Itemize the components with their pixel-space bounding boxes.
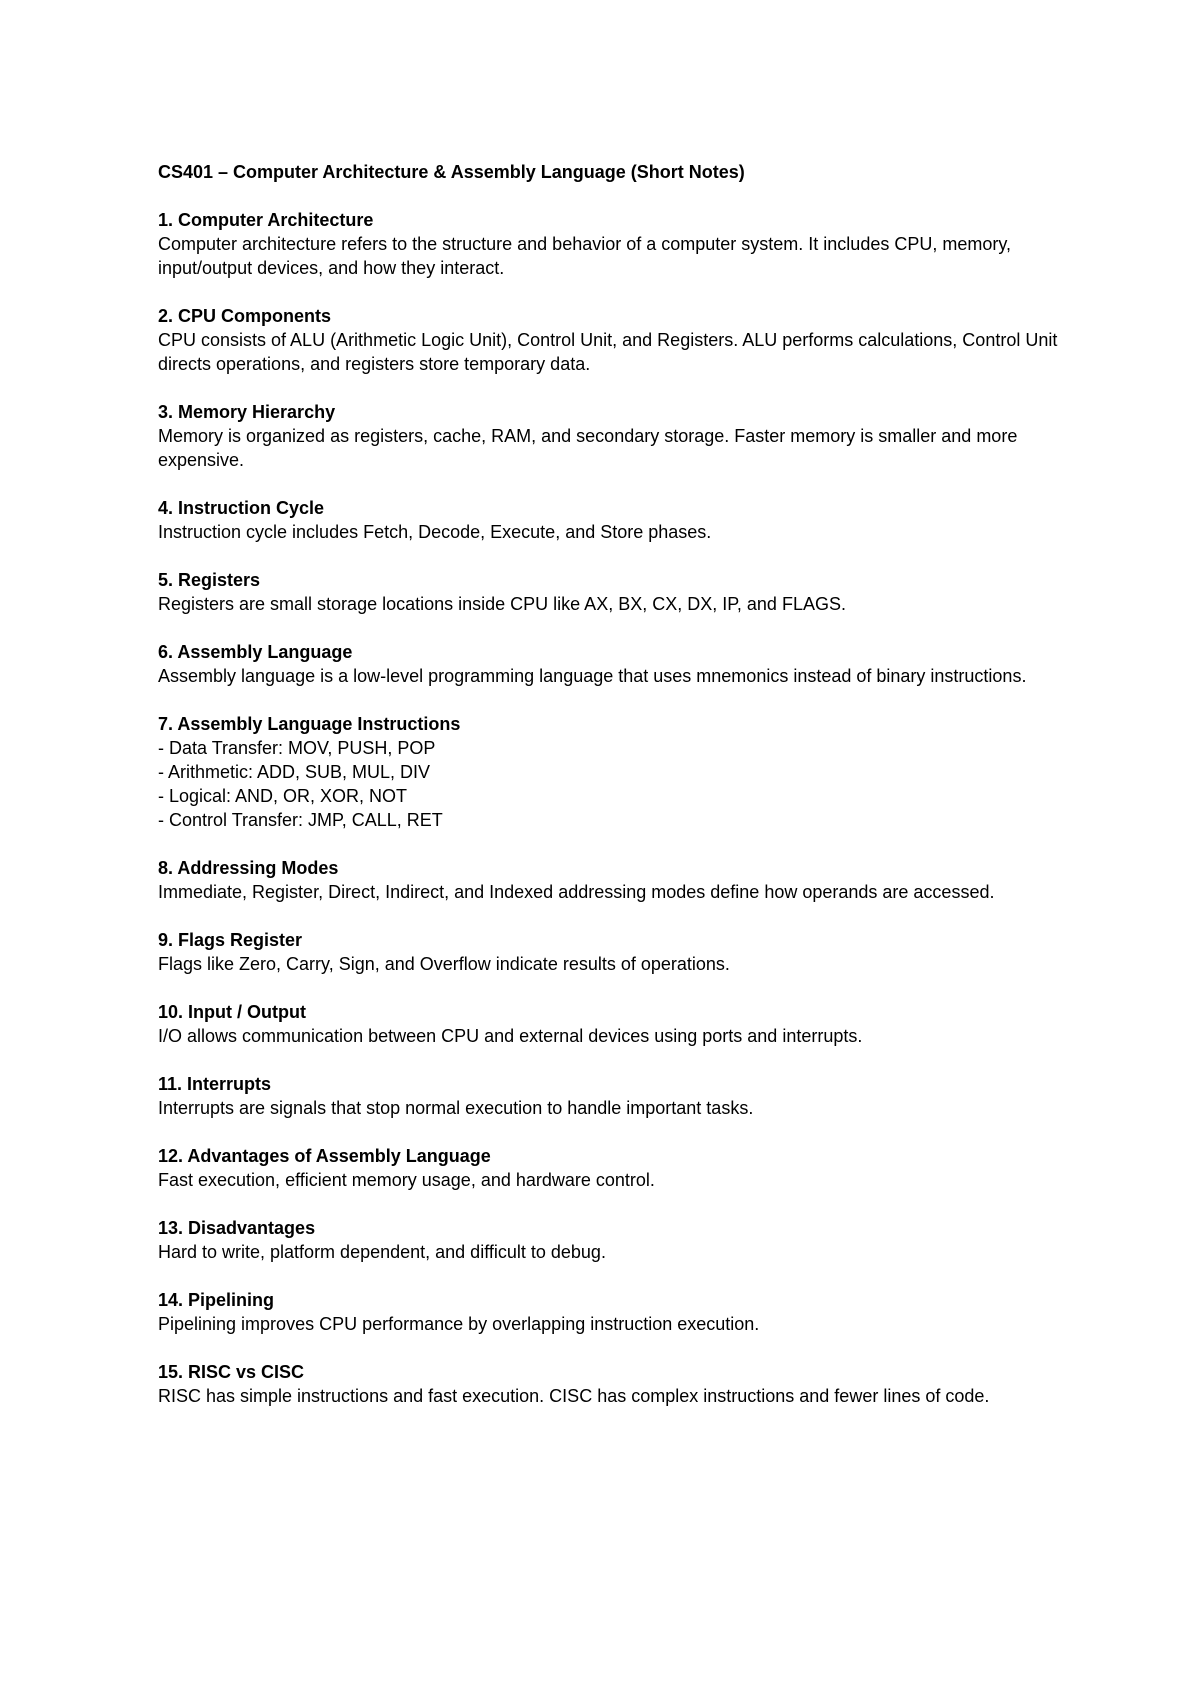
section-heading: 9. Flags Register: [158, 930, 303, 950]
list-item: - Control Transfer: JMP, CALL, RET: [158, 810, 443, 830]
section-heading: 8. Addressing Modes: [158, 858, 339, 878]
section-heading: 12. Advantages of Assembly Language: [158, 1146, 491, 1166]
list-item: - Data Transfer: MOV, PUSH, POP: [158, 738, 436, 758]
section-risc-vs-cisc: [158, 1360, 1058, 1408]
section-body: CPU consists of ALU (Arithmetic Logic Unit), Control Unit, and Registers. ALU performs calculations, Control Unit directs operations, and registers store temporary data.: [158, 330, 1058, 374]
section-assembly-language: [158, 640, 1058, 688]
section-body: Memory is organized as registers, cache, RAM, and secondary storage. Faster memory is smaller and more expensive.: [158, 426, 1018, 470]
section-flags-register: [158, 928, 1058, 976]
section-body: Interrupts are signals that stop normal execution to handle important tasks.: [158, 1098, 754, 1118]
section-body: Instruction cycle includes Fetch, Decode, Execute, and Store phases.: [158, 522, 712, 542]
section-heading: 2. CPU Components: [158, 306, 332, 326]
section-input-output: [158, 1000, 1058, 1048]
section-heading: 7. Assembly Language Instructions: [158, 714, 461, 734]
section-advantages: [158, 1144, 1058, 1192]
section-interrupts: [158, 1072, 1058, 1120]
section-disadvantages: [158, 1216, 1058, 1264]
section-instruction-cycle: [158, 496, 1058, 544]
section-heading: 3. Memory Hierarchy: [158, 402, 336, 422]
section-pipelining: [158, 1288, 1058, 1336]
section-heading: 15. RISC vs CISC: [158, 1362, 305, 1382]
section-memory-hierarchy: [158, 400, 1058, 472]
section-body: RISC has simple instructions and fast execution. CISC has complex instructions and fewer lines of code.: [158, 1386, 990, 1406]
list-item: - Logical: AND, OR, XOR, NOT: [158, 786, 408, 806]
section-registers: [158, 568, 1058, 616]
section-cpu-components: [158, 304, 1058, 376]
section-body: I/O allows communication between CPU and external devices using ports and interrupts.: [158, 1026, 863, 1046]
list-item: - Arithmetic: ADD, SUB, MUL, DIV: [158, 762, 431, 782]
section-heading: 6. Assembly Language: [158, 642, 353, 662]
section-heading: 5. Registers: [158, 570, 261, 590]
section-body: Registers are small storage locations inside CPU like AX, BX, CX, DX, IP, and FLAGS.: [158, 594, 846, 614]
section-body: Hard to write, platform dependent, and difficult to debug.: [158, 1242, 606, 1262]
section-body: Pipelining improves CPU performance by overlapping instruction execution.: [158, 1314, 760, 1334]
section-body: Fast execution, efficient memory usage, and hardware control.: [158, 1170, 655, 1190]
section-body: Immediate, Register, Direct, Indirect, and Indexed addressing modes define how operands are accessed.: [158, 882, 995, 902]
section-heading: 11. Interrupts: [158, 1074, 272, 1094]
section-computer-architecture: [158, 208, 1058, 280]
document-page: [158, 160, 1058, 1432]
section-heading: 10. Input / Output: [158, 1002, 306, 1022]
section-body: Computer architecture refers to the structure and behavior of a computer system. It includes CPU, memory, input/output devices, and how they interact.: [158, 234, 1012, 278]
section-heading: 1. Computer Architecture: [158, 210, 374, 230]
section-body: Assembly language is a low-level programming language that uses mnemonics instead of binary instructions.: [158, 666, 1027, 686]
section-heading: 4. Instruction Cycle: [158, 498, 325, 518]
section-heading: 14. Pipelining: [158, 1290, 275, 1310]
document-title: CS401 – Computer Architecture & Assembly Language (Short Notes): [158, 162, 745, 182]
section-addressing-modes: [158, 856, 1058, 904]
section-body: Flags like Zero, Carry, Sign, and Overflow indicate results of operations.: [158, 954, 730, 974]
section-assembly-instructions: [158, 712, 1058, 832]
section-heading: 13. Disadvantages: [158, 1218, 316, 1238]
